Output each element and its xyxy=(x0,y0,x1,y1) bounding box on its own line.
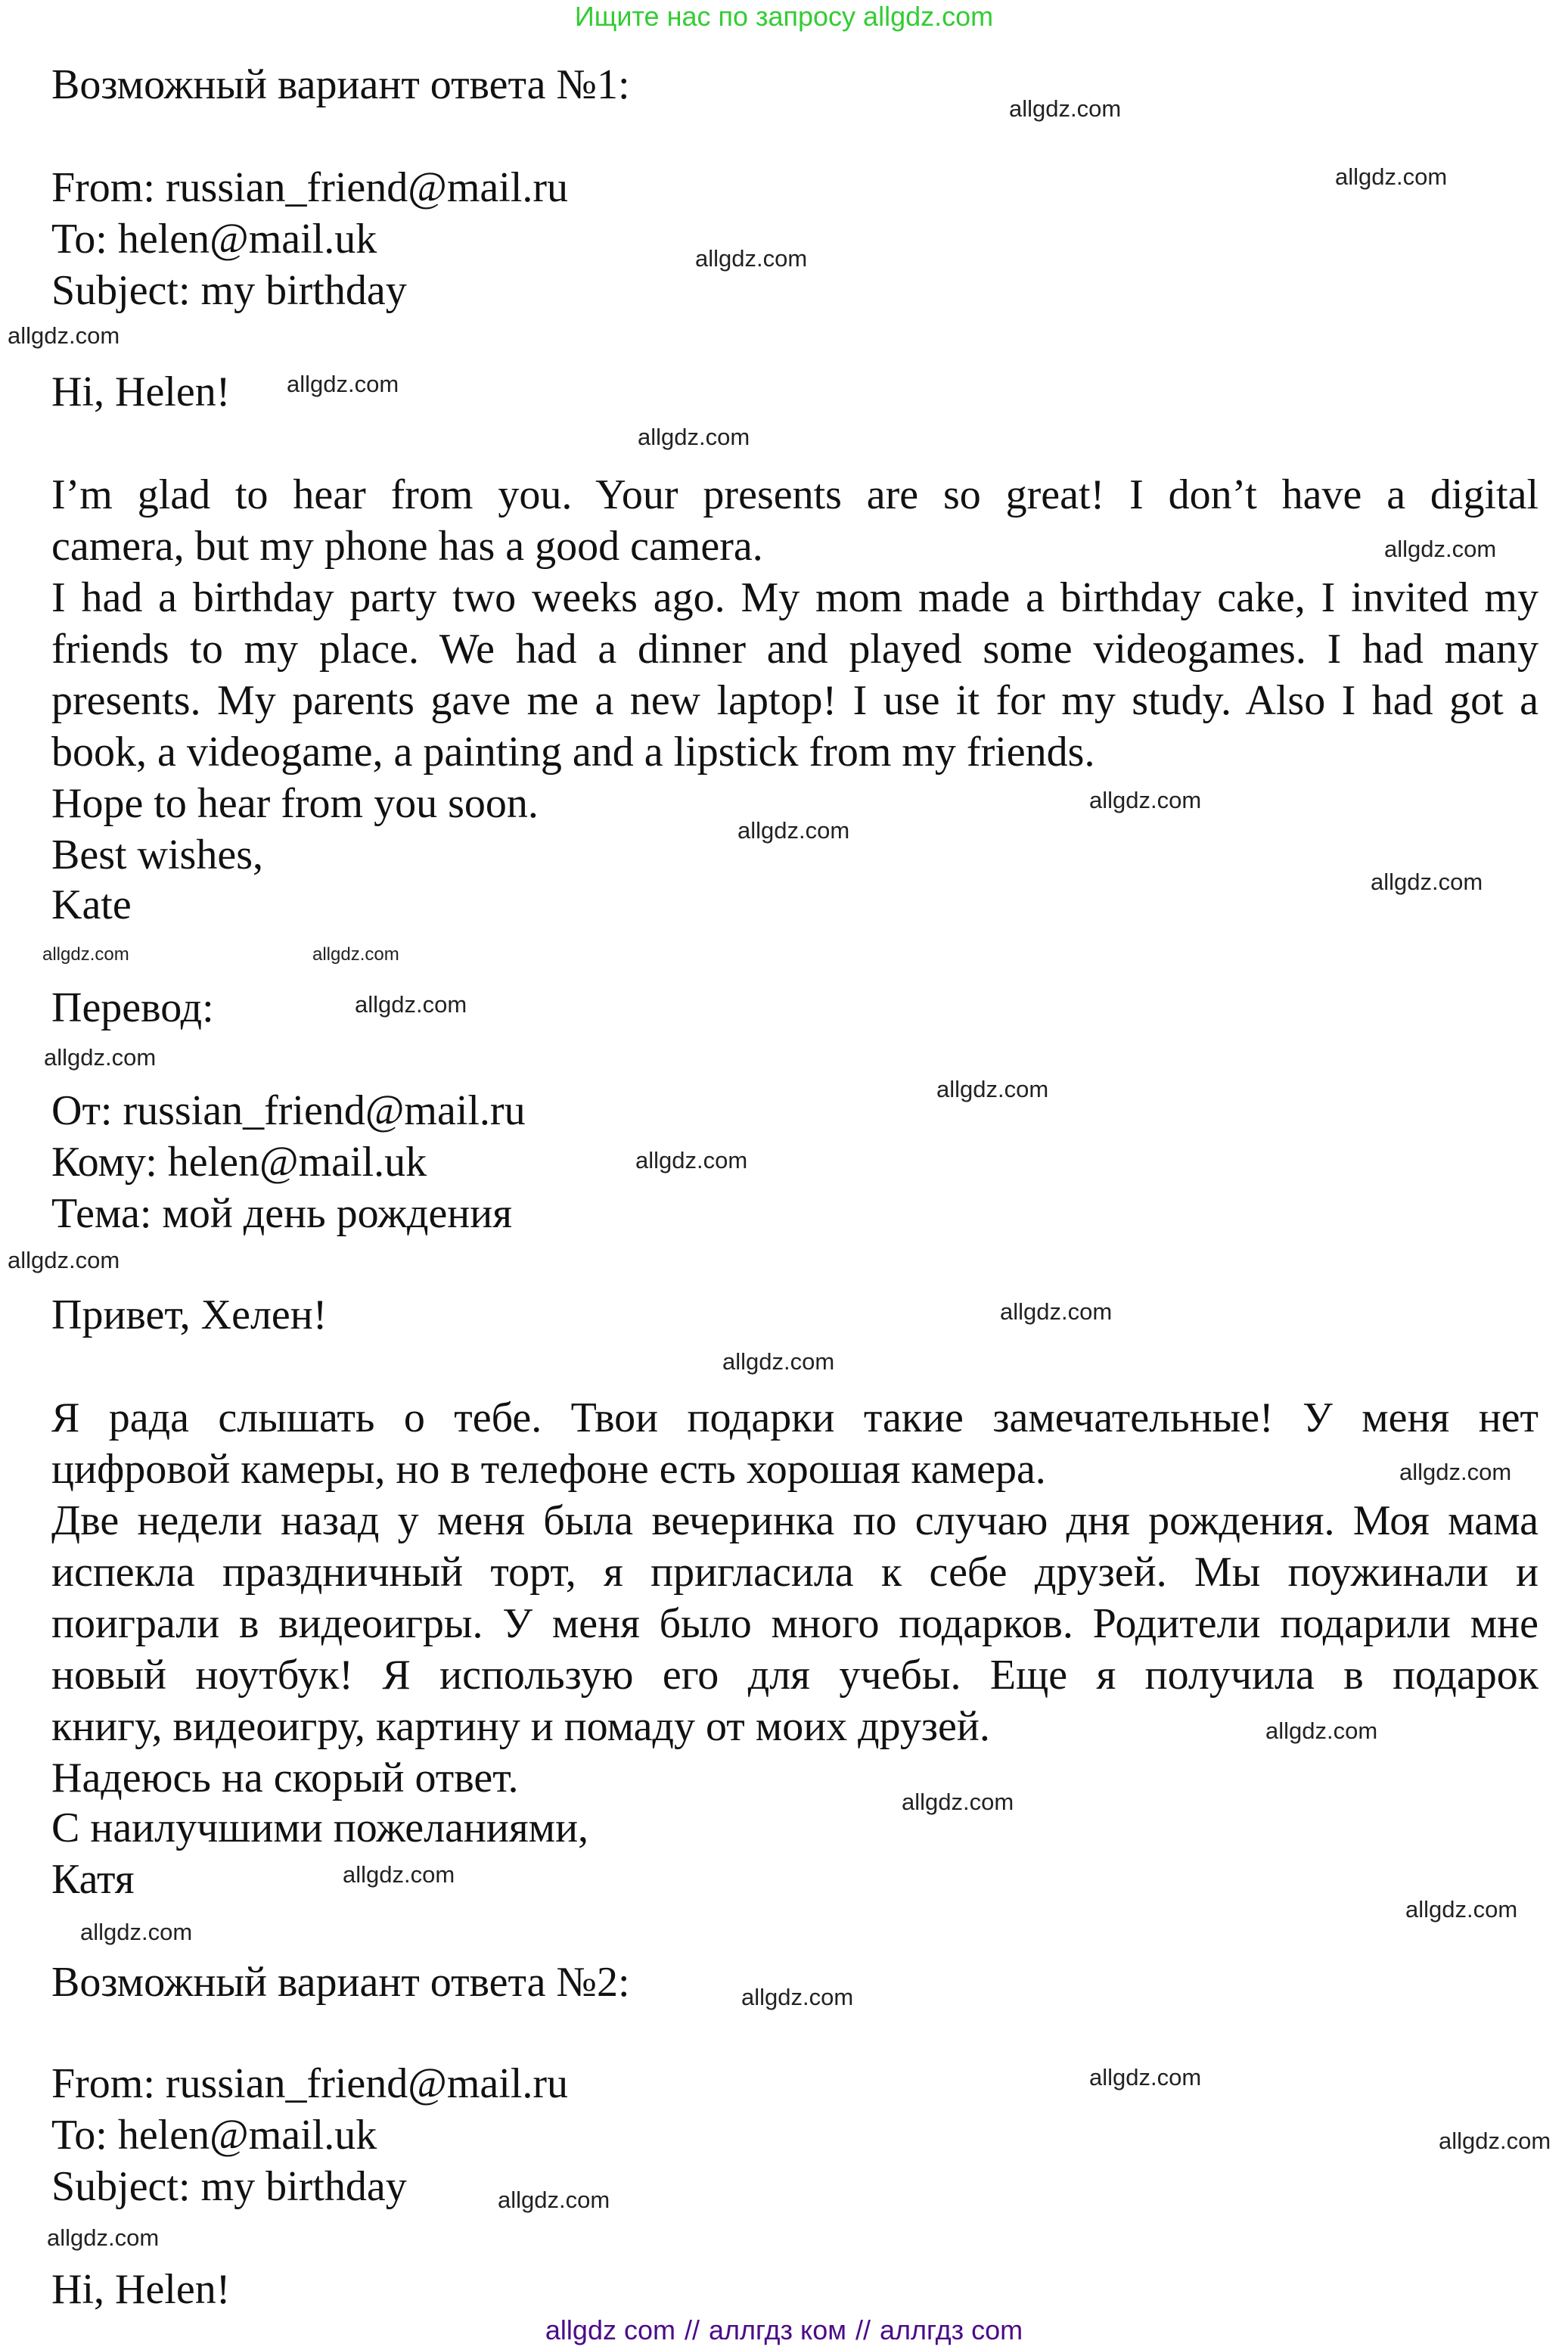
answer1-body-line: presents. My parents gave me a new laptop! I use it for my study. Also I had got a xyxy=(51,677,1539,724)
watermark: allgdz.com xyxy=(902,1789,1014,1815)
watermark: allgdz.com xyxy=(312,944,399,965)
footer-link-allgdz-ru[interactable]: аллгдз ком xyxy=(709,2314,846,2345)
watermark: allgdz.com xyxy=(1405,1896,1518,1923)
header-banner-link[interactable]: Ищите нас по запросу allgdz.com xyxy=(574,1,994,32)
answer2-to: To: helen@mail.uk xyxy=(51,2112,377,2159)
footer-separator: // xyxy=(684,2314,700,2345)
watermark: allgdz.com xyxy=(1089,2064,1202,2090)
translation-to: Кому: helen@mail.uk xyxy=(51,1139,427,1186)
answer1-signoff: Best wishes, xyxy=(51,832,263,878)
answer1-from: From: russian_friend@mail.ru xyxy=(51,164,569,211)
watermark: allgdz.com xyxy=(1399,1459,1512,1485)
watermark: allgdz.com xyxy=(1439,2128,1551,2154)
translation-body-line: поиграли в видеоигры. У меня было много подарков. Родители подарили мне xyxy=(51,1600,1539,1647)
translation-body-line: Две недели назад у меня была вечеринка по случаю дня рождения. Моя мама xyxy=(51,1497,1539,1544)
watermark: allgdz.com xyxy=(1009,95,1122,122)
watermark: allgdz.com xyxy=(737,817,850,844)
watermark: allgdz.com xyxy=(42,944,129,965)
translation-body-line: книгу, видеоигру, картину и помаду от моих друзей. xyxy=(51,1703,990,1750)
answer1-title: Возможный вариант ответа №1: xyxy=(51,61,630,108)
answer1-body-line: I’m glad to hear from you. Your presents are so great! I don’t have a digital xyxy=(51,471,1539,518)
watermark: allgdz.com xyxy=(1089,787,1202,813)
answer2-from: From: russian_friend@mail.ru xyxy=(51,2060,569,2107)
watermark: allgdz.com xyxy=(44,1044,157,1071)
translation-closing: Надеюсь на скорый ответ. xyxy=(51,1755,519,1801)
watermark: allgdz.com xyxy=(355,991,467,1018)
answer2-title: Возможный вариант ответа №2: xyxy=(51,1959,630,2006)
translation-subject: Тема: мой день рождения xyxy=(51,1190,512,1237)
footer-link-allgdz-mixed[interactable]: аллгдз com xyxy=(880,2314,1023,2345)
watermark: allgdz.com xyxy=(638,424,750,450)
watermark: allgdz.com xyxy=(47,2224,160,2251)
watermark: allgdz.com xyxy=(287,371,399,397)
translation-body-line: новый ноутбук! Я использую его для учебы. Еще я получила в подарок xyxy=(51,1652,1539,1699)
answer1-greeting: Hi, Helen! xyxy=(51,368,231,415)
translation-title: Перевод: xyxy=(51,984,214,1031)
watermark: allgdz.com xyxy=(8,1247,120,1273)
watermark: allgdz.com xyxy=(1265,1717,1378,1744)
watermark: allgdz.com xyxy=(1371,869,1483,895)
translation-body-line: цифровой камеры, но в телефоне есть хорошая камера. xyxy=(51,1446,1046,1493)
translation-body-line: Я рада слышать о тебе. Твои подарки такие замечательные! У меня нет xyxy=(51,1394,1539,1441)
footer-links xyxy=(0,2315,1568,2345)
answer2-greeting: Hi, Helen! xyxy=(51,2266,231,2313)
watermark: allgdz.com xyxy=(722,1348,835,1375)
footer-separator: // xyxy=(855,2314,871,2345)
footer-link-allgdz[interactable]: allgdz com xyxy=(545,2314,675,2345)
watermark: allgdz.com xyxy=(695,245,808,272)
translation-name: Катя xyxy=(51,1856,135,1903)
answer1-closing: Hope to hear from you soon. xyxy=(51,780,539,827)
translation-greeting: Привет, Хелен! xyxy=(51,1292,328,1338)
translation-body-line: испекла праздничный торт, я пригласила к себе друзей. Мы поужинали и xyxy=(51,1549,1539,1596)
watermark: allgdz.com xyxy=(936,1076,1049,1102)
translation-signoff: С наилучшими пожеланиями, xyxy=(51,1804,589,1851)
answer1-name: Kate xyxy=(51,881,132,928)
answer1-body-line: camera, but my phone has a good camera. xyxy=(51,523,763,570)
answer1-to: To: helen@mail.uk xyxy=(51,216,377,263)
watermark: allgdz.com xyxy=(1384,536,1497,562)
answer1-body-line: book, a videogame, a painting and a lipstick from my friends. xyxy=(51,729,1095,776)
watermark: allgdz.com xyxy=(635,1147,748,1173)
watermark: allgdz.com xyxy=(498,2187,610,2213)
watermark: allgdz.com xyxy=(8,322,120,349)
answer2-subject: Subject: my birthday xyxy=(51,2163,407,2210)
watermark: allgdz.com xyxy=(343,1861,455,1888)
answer1-body-line: friends to my place. We had a dinner and played some videogames. I had many xyxy=(51,626,1539,673)
watermark: allgdz.com xyxy=(1335,163,1448,190)
watermark: allgdz.com xyxy=(741,1984,854,2010)
answer1-subject: Subject: my birthday xyxy=(51,267,407,314)
answer1-body-line: I had a birthday party two weeks ago. My mom made a birthday cake, I invited my xyxy=(51,574,1539,621)
watermark: allgdz.com xyxy=(80,1919,193,1945)
watermark: allgdz.com xyxy=(1000,1298,1113,1325)
translation-from: От: russian_friend@mail.ru xyxy=(51,1087,526,1134)
